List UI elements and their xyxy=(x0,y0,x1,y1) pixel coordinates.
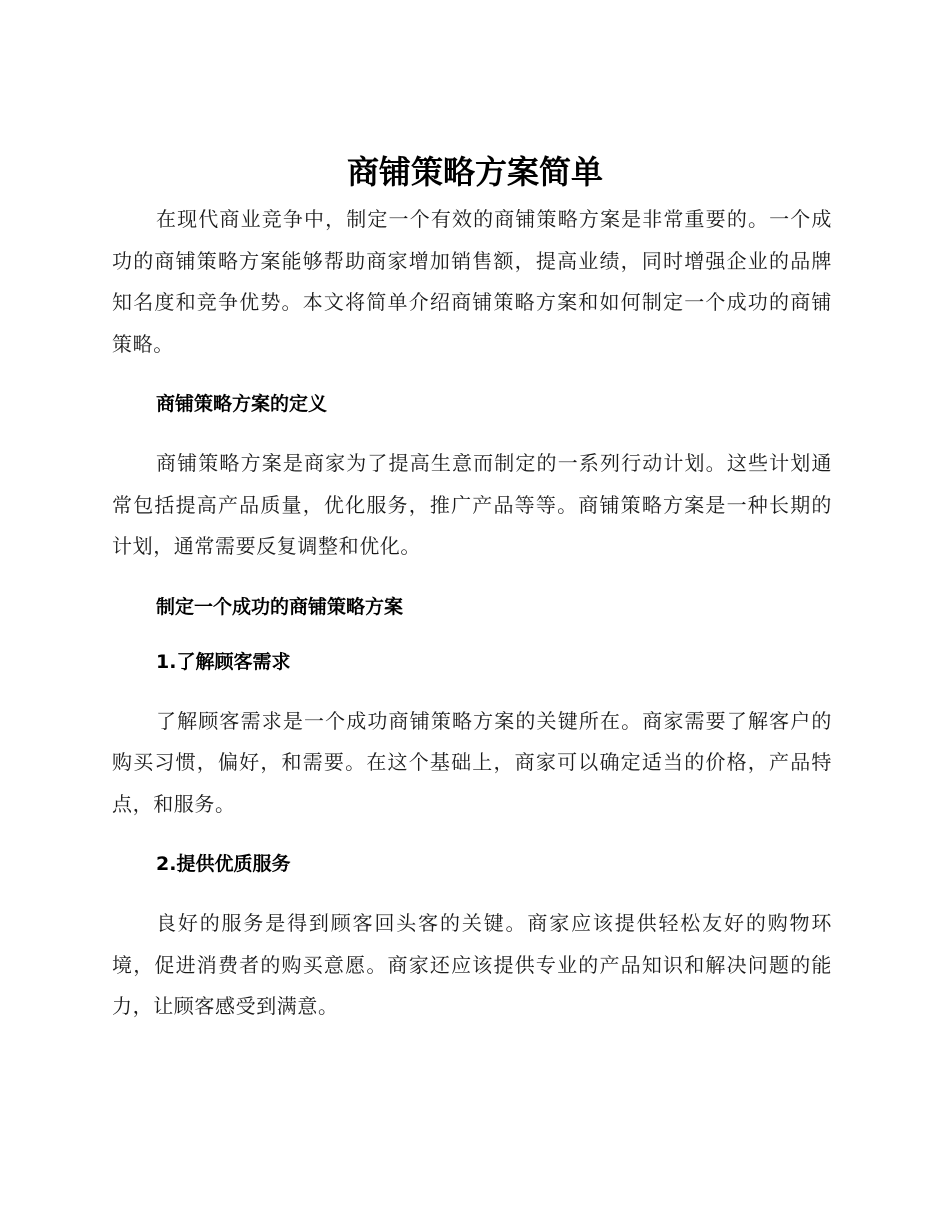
page-title: 商铺策略方案简单 xyxy=(346,153,603,191)
intro-paragraph: 在现代商业竞争中，制定一个有效的商铺策略方案是非常重要的。一个成功的商铺策略方案能够帮助商家增加销售额，提高业绩，同时增强企业的品牌知名度和竞争优势。本文将简单介绍商铺策略方案和如何制定一个成功的商铺策略。 xyxy=(112,207,832,356)
step1-heading: 1.了解顾客需求 xyxy=(156,650,291,673)
step2-heading: 2.提供优质服务 xyxy=(156,853,291,875)
document-body xyxy=(112,199,832,1051)
step1-paragraph: 了解顾客需求是一个成功商铺策略方案的关键所在。商家需要了解客户的购买习惯，偏好，和需要。在这个基础上，商家可以确定适当的价格，产品特点，和服务。 xyxy=(112,708,832,816)
definition-paragraph: 商铺策略方案是商家为了提高生意而制定的一系列行动计划。这些计划通常包括提高产品质量，优化服务，推广产品等等。商铺策略方案是一种长期的计划，通常需要反复调整和优化。 xyxy=(112,451,832,558)
step2-paragraph: 良好的服务是得到顾客回头客的关键。商家应该提供轻松友好的购物环境，促进消费者的购买意愿。商家还应该提供专业的产品知识和解决问题的能力，让顾客感受到满意。 xyxy=(112,911,832,1018)
howto-heading: 制定一个成功的商铺策略方案 xyxy=(156,595,404,618)
definition-heading: 商铺策略方案的定义 xyxy=(156,393,328,415)
